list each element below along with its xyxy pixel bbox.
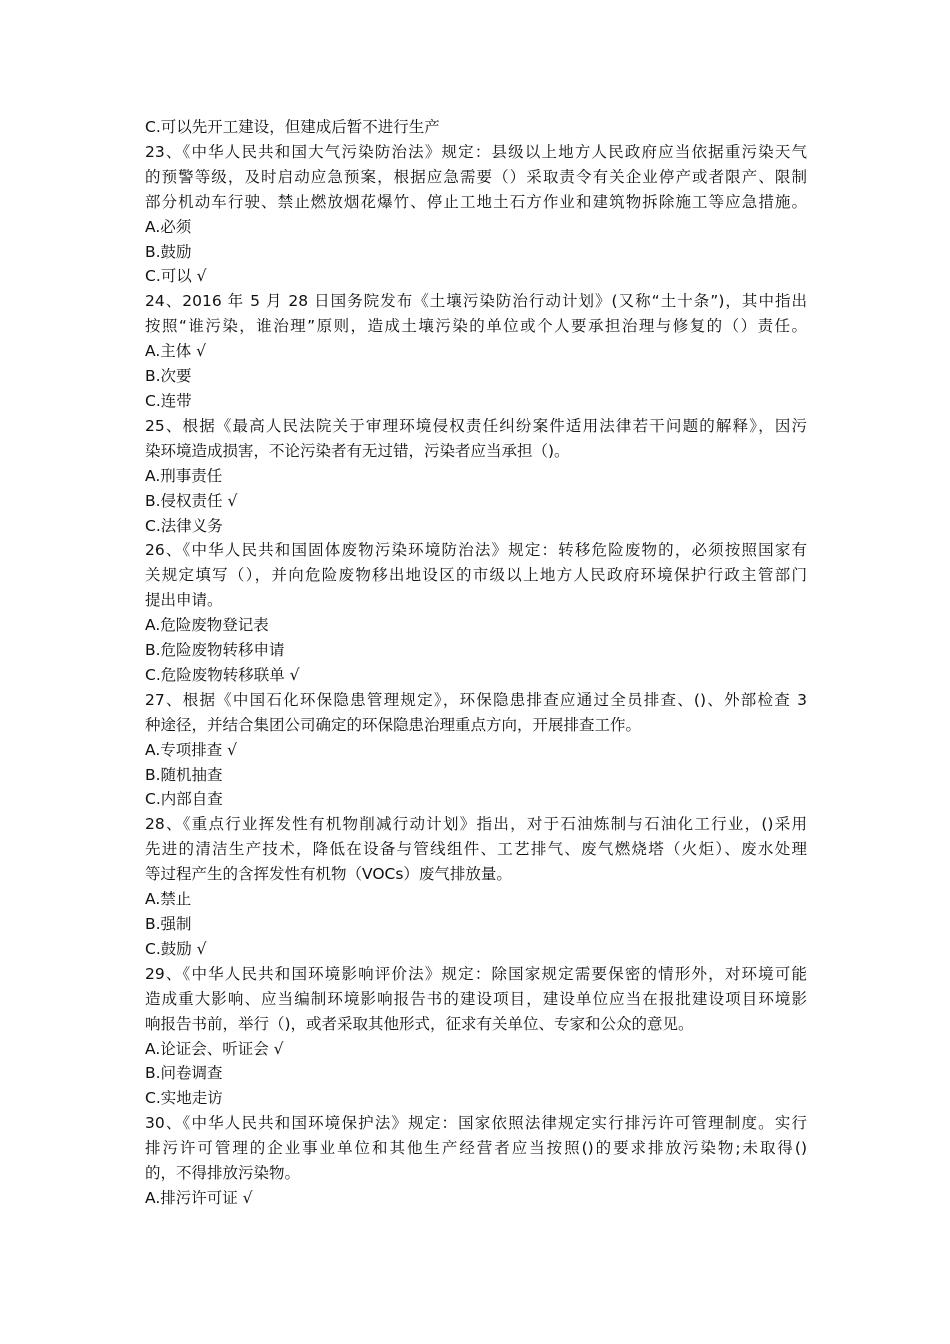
answer-option: C.法律义务 — [145, 516, 223, 535]
answer-option: C.鼓励 √ — [145, 939, 207, 958]
answer-option: B.危险废物转移申请 — [145, 641, 285, 660]
question-text-line: 26、《中华人民共和国固体废物污染环境防治法》规定：转移危险废物的，必须按照国家有 — [145, 541, 807, 560]
answer-option: B.侵权责任 √ — [145, 491, 238, 510]
question-text-line: 27、根据《中国石化环保隐患管理规定》，环保隐患排查应通过全员排查、()、外部检查 3 — [145, 690, 807, 709]
question-text-line: 响报告书前，举行（)，或者采取其他形式，征求有关单位、专家和公众的意见。 — [145, 1014, 694, 1033]
question-text-line: 先进的清洁生产技术，降低在设备与管线组件、工艺排气、废气燃烧塔（火炬）、废水处理 — [145, 840, 807, 859]
answer-option: A.主体 √ — [145, 342, 207, 361]
question-text-line: 等过程产生的含挥发性有机物（VOCs）废气排放量。 — [145, 865, 512, 884]
document-page — [145, 115, 807, 1211]
answer-option: B.次要 — [145, 367, 192, 386]
answer-option: A.刑事责任 — [145, 466, 223, 485]
question-text-line: 30、《中华人民共和国环境保护法》规定：国家依照法律规定实行排污许可管理制度。实行 — [145, 1114, 807, 1133]
answer-option: C.可以先开工建设，但建成后暂不进行生产 — [145, 118, 440, 136]
question-text-line: 部分机动车行驶、禁止燃放烟花爆竹、停止工地土石方作业和建筑物拆除施工等应急措施。 — [145, 192, 807, 211]
answer-option: B.强制 — [145, 915, 192, 933]
answer-option: C.危险废物转移联单 √ — [145, 665, 300, 684]
question-text-line: 造成重大影响、应当编制环境影响报告书的建设项目，建设单位应当在报批建设项目环境影 — [145, 989, 807, 1008]
question-text-line: 23、《中华人民共和国大气污染防治法》规定：县级以上地方人民政府应当依据重污染天气 — [145, 142, 807, 161]
answer-option: A.论证会、听证会 √ — [145, 1039, 284, 1058]
question-text-line: 25、根据《最高人民法院关于审理环境侵权责任纠纷案件适用法律若干问题的解释》，因污 — [145, 416, 807, 435]
question-text-line: 排污许可管理的企业事业单位和其他生产经营者应当按照()的要求排放污染物;未取得() — [145, 1139, 807, 1158]
question-text-line: 28、《重点行业挥发性有机物削减行动计划》指出，对于石油炼制与石油化工行业，()采用 — [145, 815, 807, 834]
answer-option: C.可以 √ — [145, 267, 207, 286]
question-text-line: 提出申请。 — [145, 591, 223, 610]
answer-option: A.必须 — [145, 217, 192, 236]
answer-option: A.危险废物登记表 — [145, 616, 269, 635]
question-text-line: 按照“谁污染，谁治理”原则，造成土壤污染的单位或个人要承担治理与修复的（）责任。 — [145, 317, 807, 336]
answer-option: A.禁止 — [145, 890, 192, 909]
answer-option: B.鼓励 — [145, 242, 192, 261]
question-text-line: 关规定填写（），并向危险废物移出地设区的市级以上地方人民政府环境保护行政主管部门 — [145, 566, 807, 585]
answer-option: C.实地走访 — [145, 1089, 223, 1108]
answer-option: A.排污许可证 √ — [145, 1188, 253, 1207]
question-text-line: 种途径，并结合集团公司确定的环保隐患治理重点方向，开展排查工作。 — [145, 715, 642, 734]
question-text-line: 染环境造成损害，不论污染者有无过错，污染者应当承担（)。 — [145, 441, 570, 460]
answer-option: A.专项排查 √ — [145, 740, 238, 759]
question-text-line: 的预警等级，及时启动应急预案，根据应急需要（）采取责令有关企业停产或者限产、限制 — [145, 167, 807, 186]
answer-option: B.问卷调查 — [145, 1064, 223, 1083]
answer-option: C.连带 — [145, 391, 192, 410]
answer-option: C.内部自查 — [145, 790, 223, 809]
question-text-line: 24、2016 年 5 月 28 日国务院发布《土壤污染防治行动计划》(又称“土十条”)，其中指出 — [145, 292, 807, 311]
question-text-line: 的，不得排放污染物。 — [145, 1164, 301, 1183]
question-text-line: 29、《中华人民共和国环境影响评价法》规定：除国家规定需要保密的情形外，对环境可能 — [145, 964, 807, 983]
answer-option: B.随机抽查 — [145, 765, 223, 784]
